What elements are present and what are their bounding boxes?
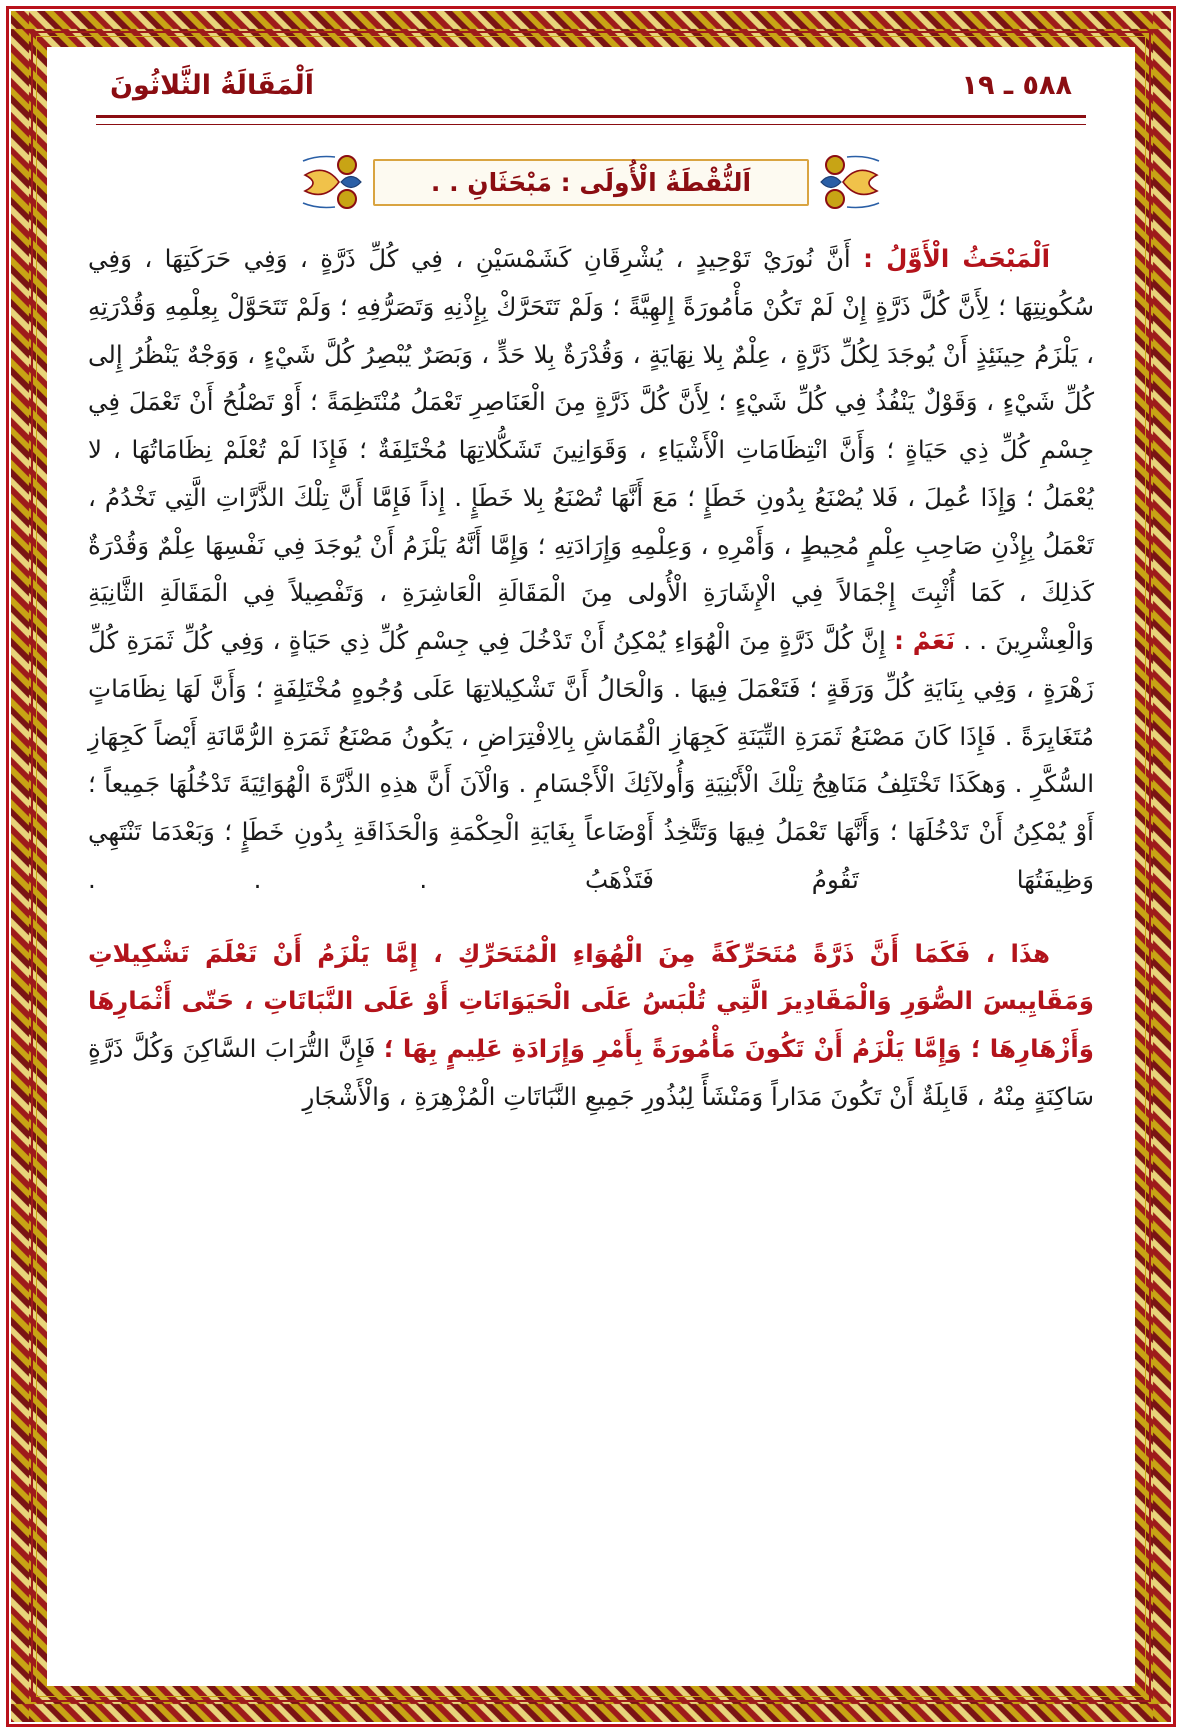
paragraph-1 xyxy=(88,235,1094,904)
section-heading xyxy=(311,151,871,213)
paragraph-1-text-continued: إِنَّ كُلَّ ذَرَّةٍ مِنَ الْهُوَاءِ يُمْكِنُ أَنْ تَدْخُلَ فِي جِسْمِ كُلِّ ذِي حَيَاةٍ ، وَفِي كُلِّ ثَمَرَةِ كُلِّ زَهْرَةٍ ، وَفِي بِنَايَةِ كُلِّ وَرَقَةٍ ؛ فَتَعْمَلَ فِيهَا . وَالْحَالُ أَنَّ تَشْكِيلاتِهَا عَلَى وُجُوهٍ مُخْتَلِفَةٍ ؛ وَأَنَّ لَهَا نِظَامَاتٍ مُتَغَايِرَةً . فَإِذَا كَانَ مَصْنَعُ ثَمَرَةِ التِّيَنَةِ كَجِهَازِ الْقُمَاشِ بِالِافْتِرَاضِ ، يَكُونُ مَصْنَعُ ثَمَرَةِ الرُّمَّانَةِ أَيْضاً كَجِهَازِ السُّكَّرِ . وَهكَذَا تَخْتَلِفُ مَنَاهِجُ تِلْكَ الْأَبْنِيَةِ وَأُولآئِكَ الْأَجْسَامِ . وَالْآنَ أَنَّ هذِهِ الذَّرَّةَ الْهُوَائِيَةَ تَدْخُلُهَا جَمِيعاً ؛ أَوْ يُمْكِنُ أَنْ تَدْخُلَهَا ؛ وَأَنَّهَا تَعْمَلُ فِيهَا وَتَتَّخِذُ أَوْضَاعاً بِغَايَةِ الْحِكْمَةِ وَالْحَذَاقَةِ بِدُونِ خَطَإٍ ؛ وَبَعْدَمَا تَنْتَهِي وَظِيفَتُهَا تَقُومُ فَتَذْهَبُ . . . xyxy=(88,626,1094,894)
arabesque-ornament-left-icon xyxy=(295,153,365,211)
paragraph-2-text-black: فَإِنَّ التُّرَابَ السَّاكِنَ وَكُلَّ ذَرَّةٍ سَاكِنَةٍ مِنْهُ ، قَابِلَةٌ أَنْ تَكُونَ مَدَاراً وَمَنْشَأً لِبُذُورِ جَمِيعِ النَّبَاتَاتِ الْمُزْهِرَةِ ، وَالْأَشْجَارِ xyxy=(88,1034,1094,1112)
arabesque-ornament-right-icon xyxy=(817,153,887,211)
paragraph-1-lead: اَلْمَبْحَثُ الْأَوَّلُ : xyxy=(863,244,1050,273)
page-header xyxy=(88,70,1094,101)
page-content xyxy=(44,44,1138,1689)
paragraph-2 xyxy=(88,930,1094,1121)
paragraph-1-keyword: نَعَمْ : xyxy=(894,626,956,656)
paragraph-1-text: أَنَّ نُورَيْ تَوْحِيدٍ ، يُشْرِقَانِ كَشَمْسَيْنِ ، فِي كُلِّ ذَرَّةٍ ، وَفِي حَرَكَتِهَا ، وَفِي سُكُونِتِهَا ؛ لِأَنَّ كُلَّ ذَرَّةٍ إِنْ لَمْ تَكُنْ مَأْمُورَةً إِلهِيَّةً ؛ وَلَمْ تَتَحَرَّكْ بِإِذْنِهِ وَتَصَرُّفِهِ ؛ وَلَمْ تَتَحَوَّلْ بِعِلْمِهِ وَقُدْرَتِهِ ، يَلْزَمُ حِينَئِذٍ أَنْ يُوجَدَ لِكُلِّ ذَرَّةٍ ، عِلْمٌ بِلا نِهَايَةٍ ، وَقُدْرَةٌ بِلا حَدٍّ ، وَبَصَرٌ يُبْصِرُ كُلَّ شَيْءٍ ، وَوَجْهٌ يَنْظُرُ إِلى كُلِّ شَيْءٍ ، وَقَوْلٌ يَنْفُذُ فِي كُلِّ شَيْءٍ ؛ لِأَنَّ كُلَّ ذَرَّةٍ مِنَ الْعَنَاصِرِ تَعْمَلُ مُنْتَظِمَةً ؛ أَوْ تَصْلُحُ أَنْ تَعْمَلَ فِي جِسْمِ كُلِّ ذِي حَيَاةٍ ؛ وَأَنَّ انْتِظَامَاتِ الْأَشْيَاءِ ، وَقَوَانِينَ تَشَكُّلاتِهَا مُخْتَلِفَةٌ ؛ فَإِذَا لَمْ تُعْلَمْ نِظَامَاتُهَا ، لا يُعْمَلُ ؛ وَإِذَا عُمِلَ ، فَلا يُصْنَعُ بِدُونِ خَطَإٍ ؛ مَعَ أَنَّهَا تُصْنَعُ بِلا خَطَإٍ . إِذاً فَإِمَّا أَنَّ تِلْكَ الذَّرَّاتِ الَّتِي تَخْدُمُ ، تَعْمَلُ بِإِذْنِ صَاحِبِ عِلْمٍ مُحِيطٍ ، وَأَمْرِهِ ، وَعِلْمِهِ وَإِرَادَتِهِ ؛ وَإِمَّا أَنَّهُ يَلْزَمُ أَنْ يُوجَدَ فِي نَفْسِهَا عِلْمٌ وَقُدْرَةٌ كَذلِكَ ، كَمَا أُثْبِتَ إِجْمَالاً فِي الْإِشَارَةِ الْأُولى مِنَ الْمَقَالَةِ الْعَاشِرَةِ ، وَتَفْصِيلاً فِي الْمَقَالَةِ الثَّانِيَةِ وَالْعِشْرِينَ . . xyxy=(88,244,1094,656)
page-number: ٥٨٨ ـ ١٩ xyxy=(961,70,1072,101)
section-heading-box xyxy=(373,159,809,206)
section-heading-text: اَلنُّقْطَةُ الْأُولَى : مَبْحَثَانِ . . xyxy=(430,167,752,197)
page-title: اَلْمَقَالَةُ الثَّلاثُونَ xyxy=(110,70,315,101)
body-text xyxy=(88,235,1094,1121)
paragraph-2-text-red: هذَا ، فَكَمَا أَنَّ ذَرَّةً مُتَحَرِّكَةً مِنَ الْهُوَاءِ الْمُتَحَرِّكِ ، إِمَّا يَلْزَمُ أَنْ تَعْلَمَ تَشْكِيلاتِ وَمَقَايِيسَ الصُّوَرِ وَالْمَقَادِيرَ الَّتِي تُلْبَسُ عَلَى الْحَيَوَانَاتِ أَوْ عَلَى النَّبَاتَاتِ ، حَتّى أَثْمَارِهَا وَأَزْهَارِهَا ؛ وَإِمَّا يَلْزَمُ أَنْ تَكُونَ مَأْمُورَةً بِأَمْرِ وَإِرَادَةِ عَلِيمٍ بِهَا ؛ xyxy=(88,938,1095,1064)
header-divider xyxy=(96,115,1086,125)
